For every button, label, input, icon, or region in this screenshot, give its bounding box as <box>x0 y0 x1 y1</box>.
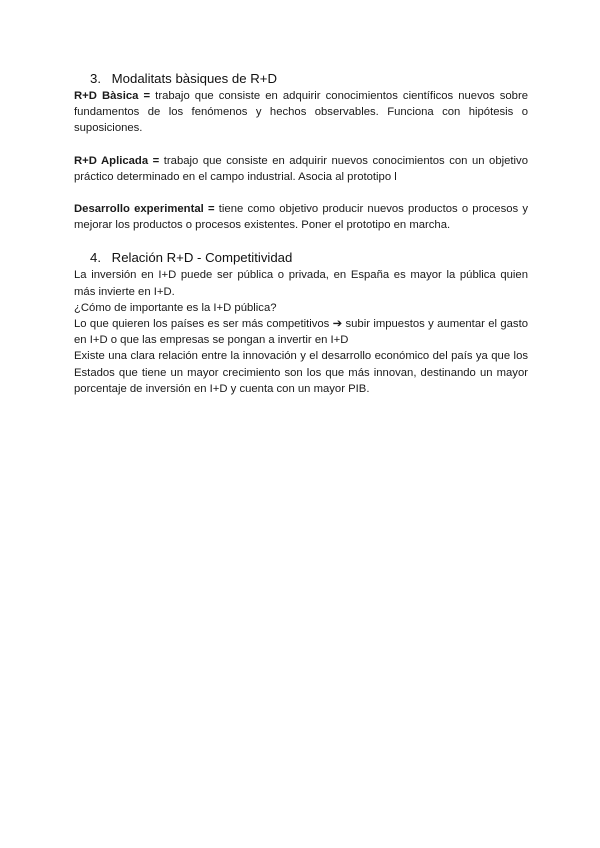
definition-rd-aplicada <box>74 153 528 185</box>
definition-text: trabajo que consiste en adquirir conocimientos científicos nuevos sobre fundamentos de los fenómenos y hechos observables. Funciona con hipótesis o suposiciones. <box>74 90 529 135</box>
paragraph: Lo que quieren los países es ser más competitivos ➔ subir impuestos y aumentar el gasto en I+D o que las empresas se pongan a invertir en I+D <box>74 318 528 347</box>
definition-text: tiene como objetivo producir nuevos productos o procesos y mejorar los productos o procesos existentes. Poner el prototipo en marcha. <box>74 203 528 232</box>
section-title: Modalitats bàsiques de R+D <box>111 71 277 86</box>
spacer <box>74 185 528 201</box>
section-heading-3 <box>74 70 528 88</box>
paragraph-question: ¿Cómo de importante es la I+D pública? <box>74 301 277 314</box>
definition-text: trabajo que consiste en adquirir nuevos conocimientos con un objetivo práctico determinado en el campo industrial. Asocia al prototipo l <box>74 154 528 183</box>
definition-term: R+D Aplicada = <box>74 154 160 167</box>
section-heading-4 <box>74 249 528 267</box>
definition-desarrollo-experimental <box>74 201 528 233</box>
definition-rd-basica <box>74 88 528 137</box>
document-body <box>74 70 528 397</box>
paragraph: Existe una clara relación entre la innovación y el desarrollo económico del país ya que los Estados que tiene un mayor crecimiento son los que más innovan, destinando un mayor porcentaje de inversión en I+D y cuenta con un mayor PIB. <box>74 350 528 395</box>
spacer <box>74 137 528 153</box>
section-title: Relación R+D - Competitividad <box>111 250 293 266</box>
paragraph: La inversión en I+D puede ser pública o privada, en España es mayor la pública quien más invierte en I+D. <box>74 269 528 298</box>
section-number: 4. <box>90 250 101 266</box>
section-number: 3. <box>90 71 101 86</box>
definition-term: R+D Bàsica = <box>74 90 151 102</box>
definition-term: Desarrollo experimental = <box>74 203 215 216</box>
